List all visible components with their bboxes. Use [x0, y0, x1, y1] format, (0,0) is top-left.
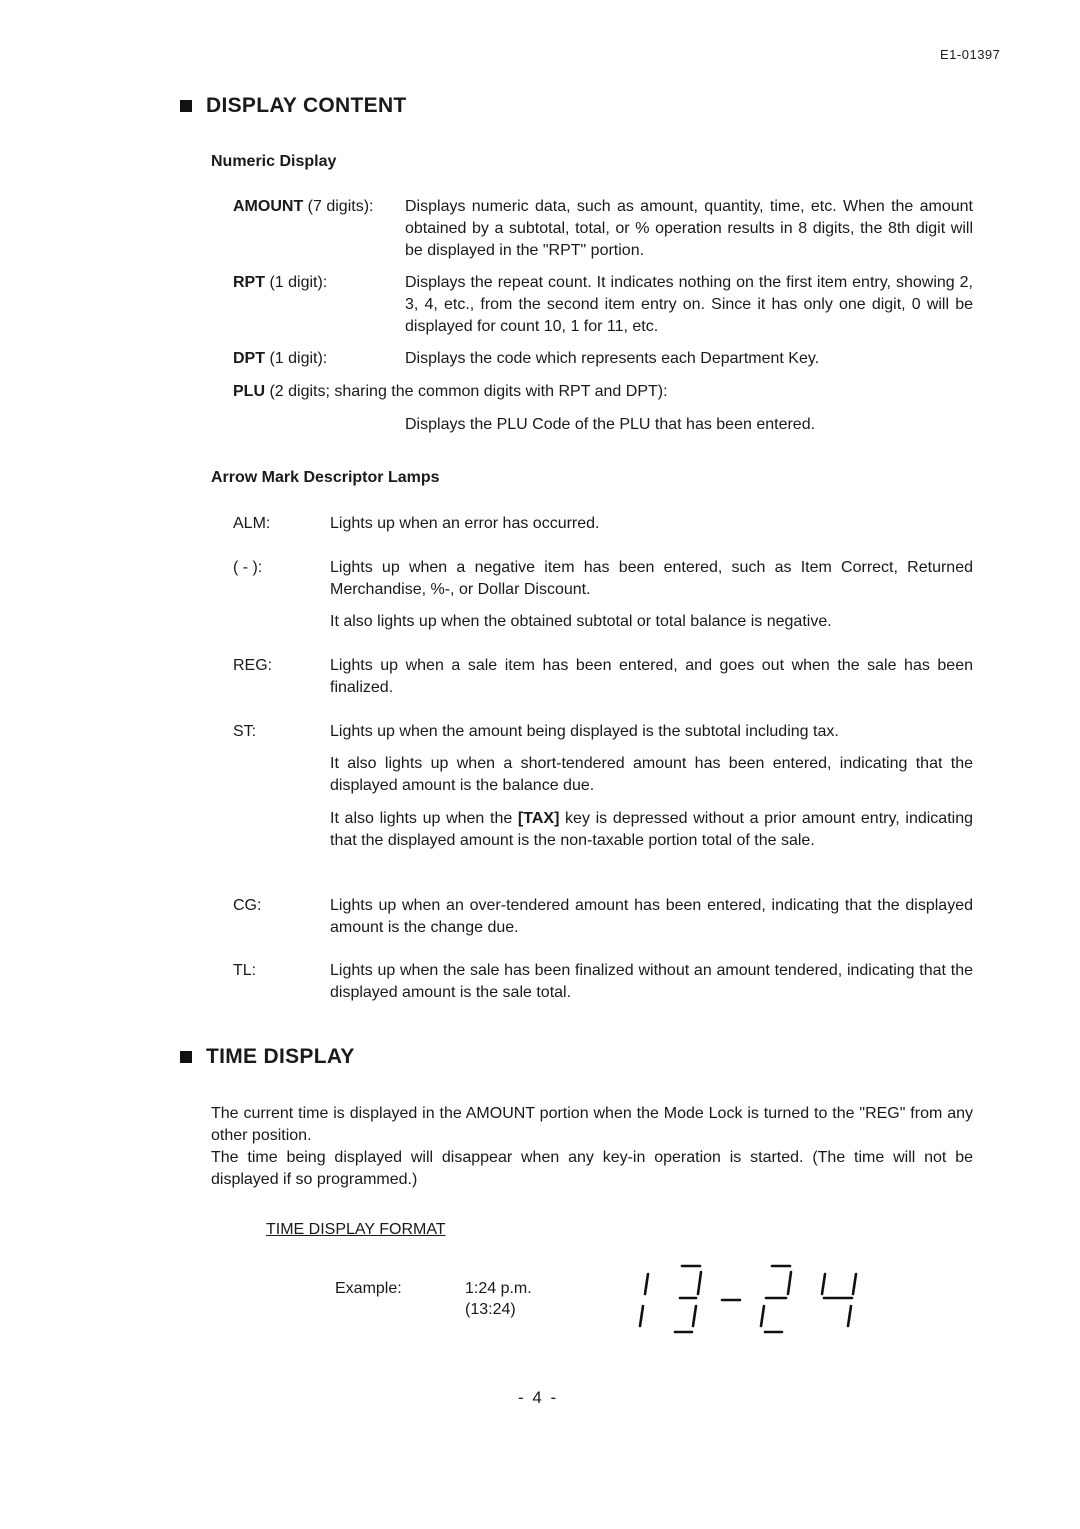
amount-term	[233, 196, 373, 218]
alm-description: Lights up when an error has occurred.	[330, 515, 600, 532]
amount-term-detail: (7 digits):	[303, 198, 374, 215]
seven-segment-time-display	[630, 1262, 880, 1342]
time-format-heading: TIME DISPLAY FORMAT	[266, 1221, 446, 1238]
segment-digit-4	[822, 1274, 856, 1326]
rpt-term	[233, 272, 327, 294]
amount-description: Displays numeric data, such as amount, quantity, time, etc. When the amount obtained by a subtotal, total, or % operation results in 8 digits, the 8th digit will be displayed in the "RPT" portion.	[405, 198, 973, 259]
rpt-description: Displays the repeat count. It indicates nothing on the first item entry, showing 2, 3, 4, etc., from the second item entry on. Since it has only one digit, 0 will be displayed for count 10, 1 for 11, etc.	[405, 274, 973, 335]
segment-digit-2	[761, 1266, 791, 1332]
dpt-description: Displays the code which represents each Department Key.	[405, 350, 820, 367]
segment-digit-1	[640, 1274, 648, 1326]
tax-key-label: [TAX]	[517, 810, 560, 827]
numeric-display-heading: Numeric Display	[211, 153, 337, 170]
display-content-title	[180, 94, 407, 118]
plu-term-detail: (2 digits; sharing the common digits with RPT and DPT):	[265, 383, 668, 400]
alm-term: ALM:	[233, 515, 271, 532]
square-bullet-icon	[180, 1051, 192, 1063]
plu-description: Displays the PLU Code of the PLU that has been entered.	[405, 416, 816, 433]
lamps-heading: Arrow Mark Descriptor Lamps	[211, 469, 440, 486]
rpt-term-name: RPT	[233, 274, 265, 291]
example-24h-time: (13:24)	[465, 1301, 516, 1318]
segment-digit-3	[675, 1266, 701, 1332]
st-description-2: It also lights up when a short-tendered amount has been entered, indicating that the displayed amount is the balance due.	[330, 755, 973, 794]
time-display-title	[180, 1045, 355, 1069]
plu-term	[233, 381, 668, 403]
negative-term: ( - ):	[233, 559, 263, 576]
st-description: Lights up when the amount being displayed is the subtotal including tax.	[330, 723, 839, 740]
document-id: E1-01397	[940, 47, 1001, 62]
example-label: Example:	[335, 1280, 402, 1297]
negative-description-2: It also lights up when the obtained subtotal or total balance is negative.	[330, 613, 832, 630]
cg-term: CG:	[233, 897, 262, 914]
dpt-term	[233, 348, 327, 370]
time-display-paragraph-1: The current time is displayed in the AMOUNT portion when the Mode Lock is turned to the "REG" from any other position.	[211, 1105, 973, 1144]
tl-term: TL:	[233, 962, 257, 979]
example-time: 1:24 p.m.	[465, 1280, 532, 1297]
st-term: ST:	[233, 723, 257, 740]
time-display-title-text: TIME DISPLAY	[206, 1045, 355, 1068]
tl-description: Lights up when the sale has been finalized without an amount tendered, indicating that the displayed amount is the sale total.	[330, 962, 973, 1001]
dpt-term-detail: (1 digit):	[265, 350, 328, 367]
cg-description: Lights up when an over-tendered amount has been entered, indicating that the displayed amount is the change due.	[330, 897, 973, 936]
st-description-3-post: key is depressed without a prior amount entry, indicating that the displayed amount is the non-taxable portion total of the sale.	[330, 810, 974, 849]
time-display-paragraph-2: The time being displayed will disappear when any key-in operation is started. (The time will not be displayed if so programmed.)	[211, 1149, 973, 1188]
st-description-3	[330, 808, 973, 852]
dpt-term-name: DPT	[233, 350, 265, 367]
reg-description: Lights up when a sale item has been entered, and goes out when the sale has been finalized.	[330, 657, 973, 696]
negative-description: Lights up when a negative item has been entered, such as Item Correct, Returned Merchandise, %-, or Dollar Discount.	[330, 559, 973, 598]
square-bullet-icon	[180, 100, 192, 112]
page-number: - 4 -	[518, 1388, 559, 1407]
plu-term-name: PLU	[233, 383, 265, 400]
display-content-title-text: DISPLAY CONTENT	[206, 94, 407, 117]
amount-term-name: AMOUNT	[233, 198, 304, 215]
rpt-term-detail: (1 digit):	[265, 274, 328, 291]
st-description-3-pre: It also lights up when the	[330, 810, 518, 827]
reg-term: REG:	[233, 657, 273, 674]
